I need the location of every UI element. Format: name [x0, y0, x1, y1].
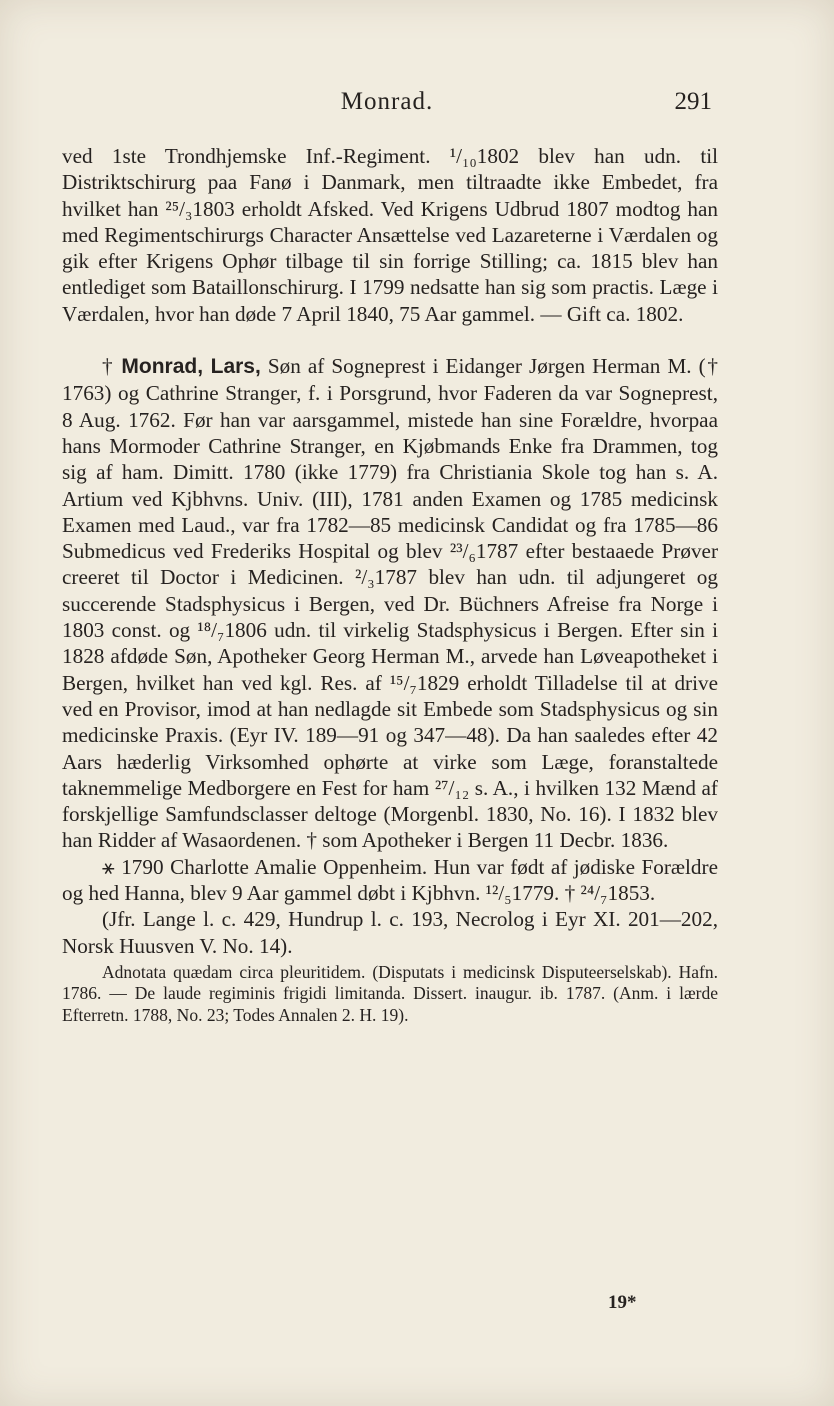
intro-paragraph: ved 1ste Trondhjemske Inf.-Regiment. ¹/₁₀1802 blev han udn. til Distriktschirurg paa Fanø i Danmark, men tiltraadte ikke Embedet, fra hvilket han ²⁵/₃1803 erholdt Afsked. Ved Krigens Udbrud 1807 modtog han med Regimentschirurgs Character Ansættelse ved Lazareterne i Værdalen og gik efter Krigens Ophør tilbage til sin forrige Stilling; ca. 1815 blev han entlediget som Bataillonschirurg. I 1799 nedsatte han sig som practis. Læge i Værdalen, hvor han døde 7 April 1840, 75 Aar gammel. — Gift ca. 1802. [62, 144, 718, 326]
running-head: Monrad. [340, 88, 434, 115]
biography-entry [62, 353, 718, 854]
dagger-symbol: † [102, 354, 115, 379]
entry-text: Søn af Sogneprest i Eidanger Jørgen Herman M. († 1763) og Cathrine Stranger, f. i Porsgrund, hvor Faderen da var Sogneprest, 8 Aug. 1762. Før han var aarsgammel, mistede han sine Forældre, hvorpaa hans Mormoder Cathrine Stranger, en Kjøbmands Enke fra Drammen, tog sig af ham. Dimitt. 1780 (ikke 1779) fra Christiania Skole tog han s. A. Artium ved Kjbhvns. Univ. (III), 1781 anden Examen og 1785 medicinsk Examen med Laud., var fra 1782—85 medicinsk Candidat og fra 1785—86 Submedicus ved Frederiks Hospital og blev ²³/₆1787 efter bestaaede Prøver creeret til Doctor i Medicinen. ²/₃1787 blev han udn. til adjungeret og succerende Stadsphysicus i Bergen, ved Dr. Büchners Afreise fra Norge i 1803 const. og ¹⁸/₇1806 udn. til virkelig Stadsphysicus i Bergen. Efter sin i 1828 afdøde Søn, Apotheker Georg Herman M., arvede han Løveapotheket i Bergen, hvilket han ved kgl. Res. af ¹⁵/₇1829 erholdt Tilladelse til at drive ved en Provisor, imod at han nedlagde sit Embede som Stadsphysicus og sin medicinske Praxis. (Eyr IV. 189—91 og 347—48). Da han saaledes efter 42 Aars hæderlig Virksomhed ophørte at virke som Læge, foranstaltede taknemmelige Medborgere en Fest for ham ²⁷/₁₂ s. A., i hvilken 132 Mænd af forskjellige Samfundsclasser deltoge (Morgenbl. 1830, No. 16). I 1832 blev han Ridder af Wasaordenen. † som Apotheker i Bergen 11 Decbr. 1836. [62, 354, 719, 853]
reference-paragraph: (Jfr. Lange l. c. 429, Hundrup l. c. 193, Necrolog i Eyr XI. 201—202, Norsk Huusven V. No. 14). [62, 907, 718, 958]
publication-note: Adnotata quædam circa pleuritidem. (Disputats i medicinsk Disputeerselskab). Hafn. 1786. — De laude regiminis frigidi limitanda. Dissert. inaugur. ib. 1787. (Anm. i lærde Efterretn. 1788, No. 23; Todes Annalen 2. H. 19). [62, 961, 718, 1025]
page-header [62, 88, 712, 128]
body-text [62, 143, 718, 1026]
marriage-paragraph: ⚹ 1790 Charlotte Amalie Oppenheim. Hun var født af jødiske Forældre og hed Hanna, blev 9 Aar gammel døbt i Kjbhvn. ¹²/₅1779. † ²⁴/₇1853. [62, 854, 718, 906]
page-number: 291 [674, 88, 712, 115]
signature-mark: 19* [608, 1292, 637, 1313]
entry-name: Monrad, Lars, [121, 355, 261, 379]
